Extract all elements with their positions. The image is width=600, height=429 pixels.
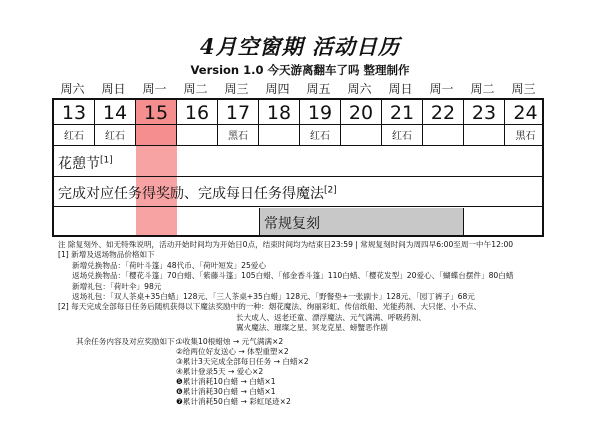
day-number: 13 [61,102,87,124]
weekday-label: 周六 [347,82,372,96]
page-subtitle: Version 1.0 今天游离翻车了吗 整理制作 [190,63,410,77]
weekday-label: 周二 [183,82,208,96]
weekday-label: 周一 [429,82,454,96]
day-cell [259,100,300,145]
weekday-label: 周四 [265,82,290,96]
weekday-label: 周三 [224,82,249,96]
event-ref: [2] [324,185,337,196]
day-tag: 黑石 [228,131,248,142]
day-cell [300,100,341,145]
header-divider [54,145,542,146]
note-value: 「樱花斗篷」70白蜡、「紫藤斗篷」105白蜡、「郁金香斗篷」110白蜡、「樱花发型」20爱心、「蝴蝶台摆件」80白蜡 [125,271,514,281]
day-number: 17 [225,102,251,124]
weekday-label: 周一 [142,82,167,96]
task-item: ❼累计消耗50白蜡 → 彩虹尾迹×2 [176,397,291,406]
note-label: 新增兑换物品： [72,260,126,270]
task-item: ①收集10根蜡烛 → 元气满满×2 [176,337,284,346]
day-number: 19 [307,102,333,124]
day-cell-today [136,100,177,145]
note-label: 返场兑换物品： [72,271,126,281]
note-label: 新增礼包： [72,281,110,291]
event-bar-flower-festival[interactable] [54,148,136,175]
day-tag: 红石 [392,131,412,142]
task-item: ③累计3天完成全部每日任务 → 白蜡×2 [176,357,309,366]
weekday-header [52,80,544,96]
weekday-label: 周日 [388,82,413,96]
weekday-label: 周二 [470,82,495,96]
note-value: 「双人茶桌+35白蜡」128元、「三人茶桌+35白蜡」128元、「野餐垫+一张副卡」128元、「园丁裤子」68元 [109,292,475,302]
day-tag: 黑石 [515,131,536,142]
note-1-return-packs [58,292,578,302]
day-cell [464,100,505,145]
note-label: 返场礼包： [72,292,110,302]
day-cell [177,100,218,145]
task-item: ②给两位好友送心 → 体型重塑×2 [176,347,289,356]
weekday-label: 周五 [306,82,331,96]
tasks-heading: 其余任务内容及对应奖励如下： [76,337,183,346]
day-cell [341,100,382,145]
notes-section [58,240,578,334]
event-title: 常规复刻 [264,216,320,232]
task-item: ❻累计消耗30白蜡 → 白蜡×1 [176,387,276,396]
calendar-grid [52,98,544,237]
note-1-title: [1] 新增及返场物品价格如下 [58,250,155,260]
event-ref: [1] [100,155,113,166]
weekday-label: 周六 [60,82,85,96]
note-2-line: [2] 每天完成全部每日任务后随机获得以下魔法奖励中的一种：烟花魔法、绚丽彩虹、传信纸船、光能药剂、大只佬、小不点、 [58,302,482,312]
event-bar-daily-tasks[interactable] [54,176,542,207]
tasks-section [76,337,309,407]
general-note: 注 除复刻外、如无特殊说明，活动开始时间均为开始日0点，结束时间均为结束日23:59 | 常规复刻时间为周四早6:00至周一中午12:00 [58,240,514,249]
date-tag-divider [54,124,542,125]
day-cell [218,100,259,145]
note-1-new-items [58,261,578,271]
day-cell [54,100,95,145]
task-item: ④累计登录5天 → 爱心×2 [176,367,264,376]
note-2-line: 长大成人、返老还童、漂浮魔法、元气满满、呼吸药剂、 [236,312,426,322]
day-cell [382,100,423,145]
day-number: 14 [102,102,128,124]
day-cell [423,100,464,145]
note-1-return-items [58,271,578,281]
day-number: 18 [266,102,292,124]
day-number: 16 [184,102,210,124]
day-tag: 红石 [310,131,330,142]
day-number: 24 [513,102,538,124]
weekday-label: 周日 [101,82,126,96]
event-bar-regular-rerun[interactable] [259,208,464,235]
day-cell [505,100,546,145]
day-number: 23 [471,102,497,124]
day-number: 21 [389,102,415,124]
weekday-label: 周三 [511,82,536,96]
day-cell [95,100,136,145]
day-number: 20 [348,102,374,124]
page-title: 4月空窗期 活动日历 [200,34,400,59]
note-1-new-packs [58,282,578,292]
event-label [58,183,337,203]
day-number: 15 [143,102,169,124]
day-number: 22 [430,102,456,124]
note-value: 「荷叶斗篷」48代币、「荷叶短发」25爱心 [125,260,266,270]
note-2-line: 翼火魔法、璀璨之星、冥龙克星、螃蟹恶作剧 [236,323,388,333]
day-tag: 红石 [105,131,125,142]
task-item: ❺累计消耗10白蜡 → 白蜡×1 [176,377,276,386]
event-title: 花憩节 [58,156,100,172]
event-label [58,153,113,173]
event-title: 完成对应任务得奖励、完成每日任务得魔法 [58,186,324,202]
day-tag: 红石 [64,131,84,142]
note-value: 「荷叶伞」98元 [109,281,162,291]
